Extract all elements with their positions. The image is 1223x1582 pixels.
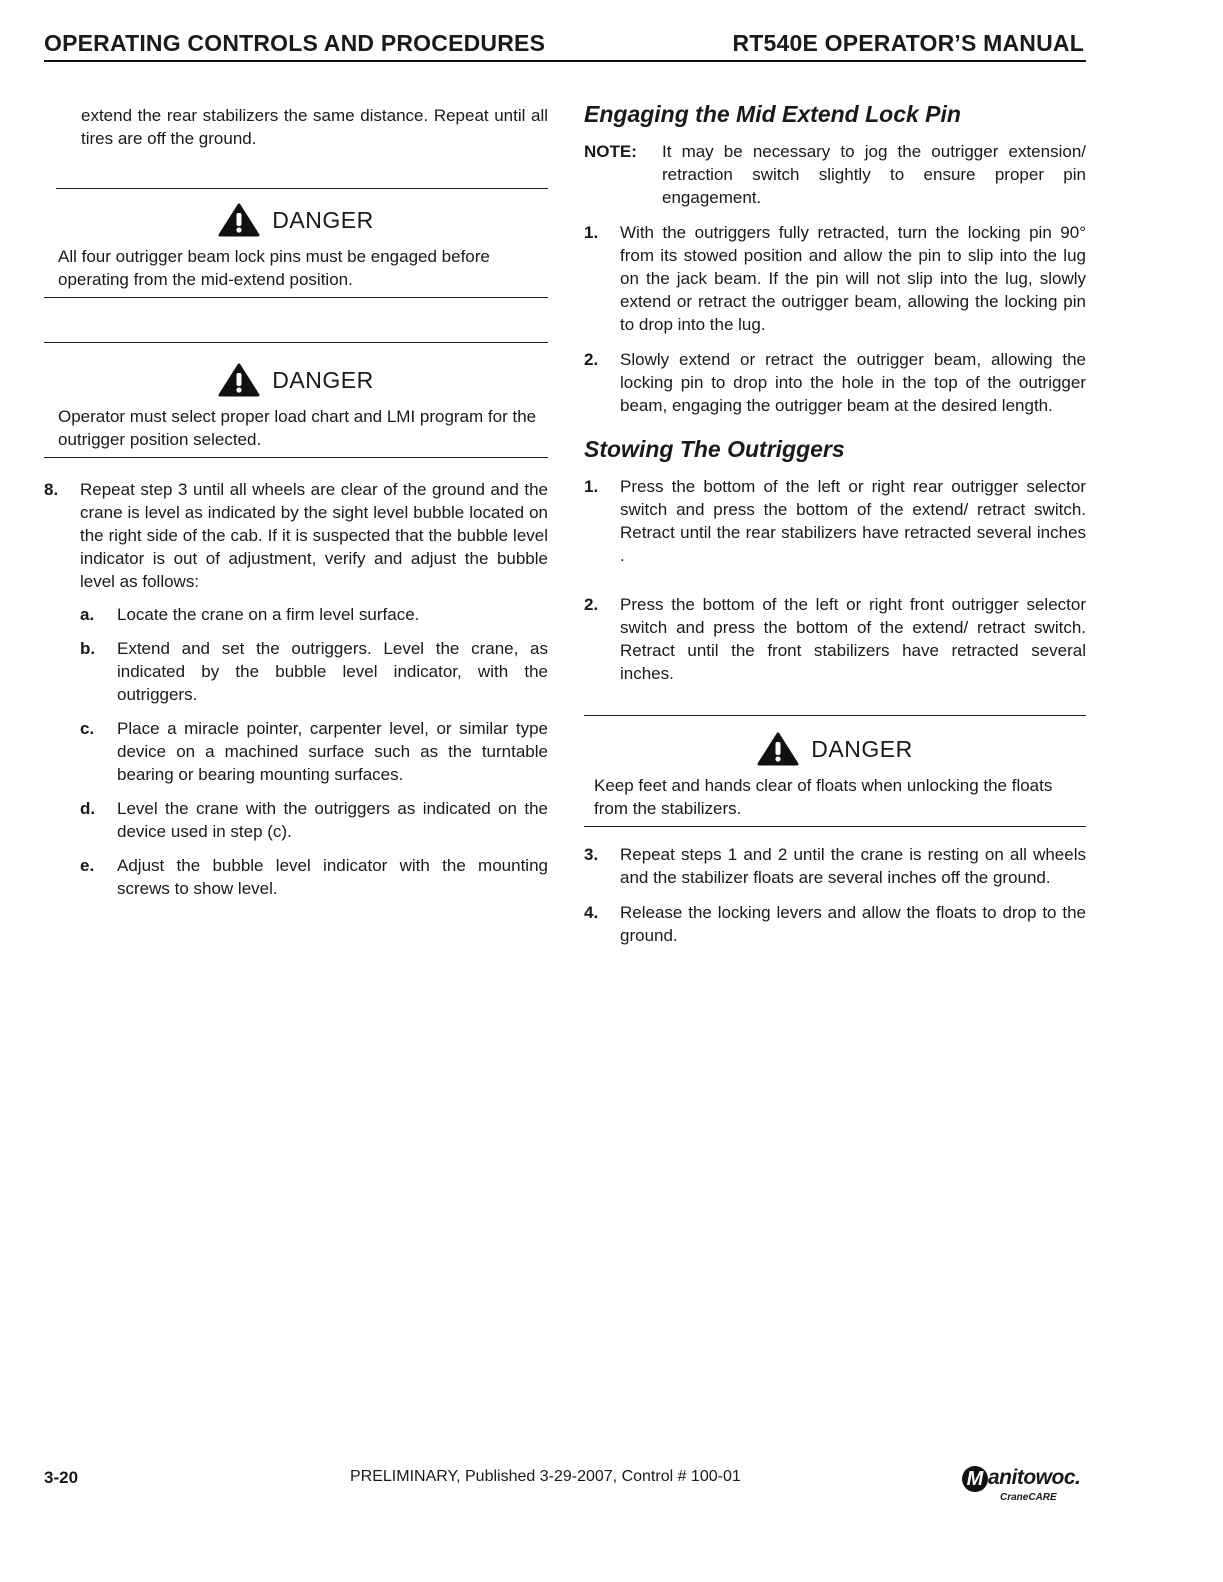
page-header [44,26,1086,62]
logo-wordmark: anitowoc. [988,1466,1081,1489]
page-number: 3-20 [44,1468,79,1487]
stowing-step-4: 4. Release the locking levers and allow the floats to drop to the ground. [584,903,1086,945]
note [584,140,1086,209]
chapter-title: OPERATING CONTROLS AND PROCEDURES [44,30,546,56]
substep-b: b. Extend and set the outriggers. Level the crane, as indicated by the bubble level indicator, with the outriggers. [80,639,548,704]
note-label: NOTE: [584,142,637,161]
step-8 [44,478,548,593]
manual-title: RT540E OPERATOR’S MANUAL [732,30,1084,56]
manitowoc-logo [962,1464,1086,1508]
substep-c: c. Place a miracle pointer, carpenter level, or similar type device on a machined surface such as the turntable bearing or bearing mounting surfaces. [80,719,548,784]
warning-triangle-icon [218,363,260,397]
danger-box-floats [584,715,1086,827]
section-title-mid-extend: Engaging the Mid Extend Lock Pin [584,101,961,127]
mid-extend-step-2: 2. Slowly extend or retract the outrigger beam, allowing the locking pin to drop into the hole in the top of the outrigger beam, engaging the outrigger beam at the desired length. [584,350,1086,415]
logo-initial: M [962,1466,988,1492]
stowing-step-3: 3. Repeat steps 1 and 2 until the crane is resting on all wheels and the stabilizer floats are several inches off the ground. [584,845,1086,887]
danger-text: All four outrigger beam lock pins must be engaged before operating from the mid-extend position. [58,247,490,289]
stowing-step-2: 2. Press the bottom of the left or right front outrigger selector switch and press the bottom of the extend/ retract switch. Retract until the front stabilizers have retracted several inches. [584,595,1086,683]
mid-extend-step-1: 1. With the outriggers fully retracted, turn the locking pin 90° from its stowed position and allow the pin to slip into the lug on the jack beam. If the pin will not slip into the lug, slowly extend or retract the outrigger beam, allowing the locking pin to drop into the lug. [584,223,1086,334]
danger-heading [44,361,548,399]
warning-triangle-icon [757,732,799,766]
danger-heading [44,201,548,239]
warning-triangle-icon [218,203,260,237]
danger-label: DANGER [811,735,913,762]
danger-box-lock-pins [44,188,548,298]
danger-text: Operator must select proper load chart and LMI program for the outrigger position selected. [58,407,537,449]
note-text: It may be necessary to jog the outrigger extension/ retraction switch slightly to ensure proper pin engagement. [662,142,1086,207]
step-number: 8. [44,480,59,499]
danger-heading [584,730,1086,768]
intro-text: extend the rear stabilizers the same distance. Repeat until all tires are off the ground. [81,106,548,148]
step-text: Repeat step 3 until all wheels are clear of the ground and the crane is level as indicated by the sight level bubble located on the right side of the cab. If it is suspected that the bubble level indicator is out of adjustment, verify and adjust the bubble level as follows: [80,480,548,591]
publication-info: PRELIMINARY, Published 3-29-2007, Control # 100-01 [350,1468,741,1485]
danger-text: Keep feet and hands clear of floats when unlocking the floats from the stabilizers. [594,776,1053,818]
danger-label: DANGER [272,206,374,233]
danger-box-load-chart [44,342,548,458]
substep-e: e. Adjust the bubble level indicator with the mounting screws to show level. [80,856,548,898]
right-column [584,101,1086,947]
left-column [44,104,548,900]
section-title-stowing: Stowing The Outriggers [584,436,845,462]
danger-label: DANGER [272,366,374,393]
stowing-step-1: 1. Press the bottom of the left or right rear outrigger selector switch and press the bottom of the extend/ retract switch. Retract until the rear stabilizers have retracted several inches . [584,477,1086,565]
substep-a: a. Locate the crane on a firm level surface. [80,605,420,624]
logo-subtitle: CraneCARE [1000,1492,1057,1503]
substep-d: d. Level the crane with the outriggers as indicated on the device used in step (c). [80,799,548,841]
